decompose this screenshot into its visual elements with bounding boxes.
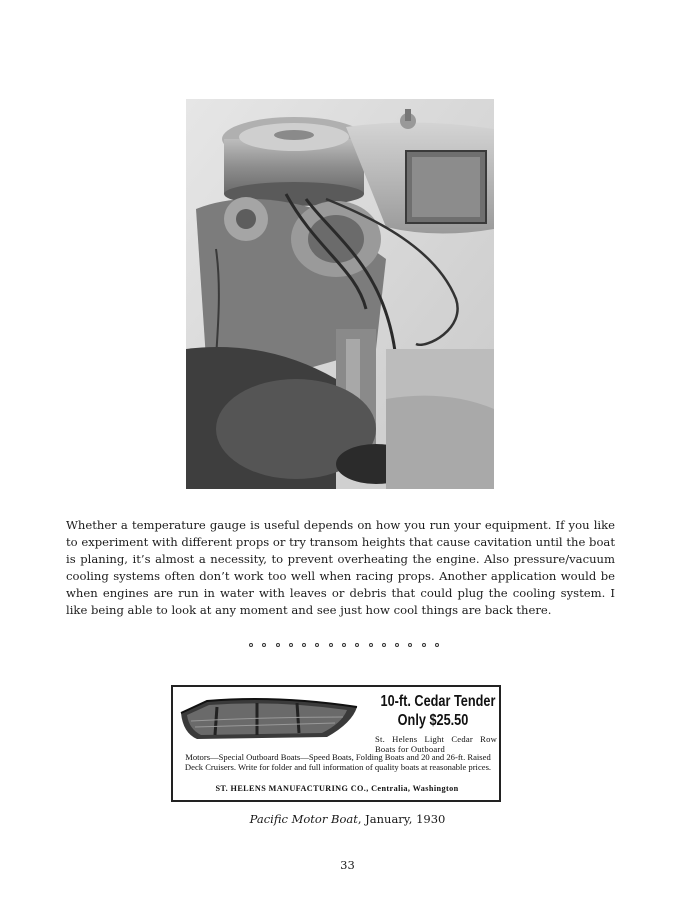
separator-dot xyxy=(289,643,293,647)
separator-dot xyxy=(315,643,319,647)
ad-footer: ST. HELENS MANUFACTURING CO., Centralia, Washington xyxy=(215,784,459,793)
body-paragraph: Whether a temperature gauge is useful depends on how you run your equipment. If you like to experiment with different props or try transom heights that cause cavitation until the boat is planing, it’s almost a necessity, to prevent overheating the engine. Also pressure/vacuum cooling systems often don’t work too well when racing props. Another application would be when engines are run in water with leaves or debris that could plug the cooling system. I like being able to look at any moment and see just how cool things are back there. xyxy=(66,518,615,617)
page-number: 33 xyxy=(340,858,355,872)
separator-dot xyxy=(382,643,386,647)
separator-dot xyxy=(422,643,426,647)
ad-description-right: St. Helens Light Cedar Row Boats for Outboard xyxy=(375,734,497,754)
ad-description-full: Motors—Special Outboard Boats—Speed Boats, Folding Boats and 20 and 26-ft. Raised Deck Cruisers. Write for folder and full information of quality boats at reasonable prices. xyxy=(184,752,492,772)
ad-headline: 10-ft. Cedar Tender xyxy=(380,693,496,710)
separator-dot xyxy=(408,643,412,647)
advertisement xyxy=(171,685,501,802)
separator-dot xyxy=(249,643,253,647)
separator-dot xyxy=(276,643,280,647)
outboard-engine-photo xyxy=(186,99,494,489)
separator-dot xyxy=(302,643,306,647)
separator-dots xyxy=(249,639,439,651)
rowboat-illustration xyxy=(177,693,362,745)
separator-dot xyxy=(262,643,266,647)
ad-price: Only $25.50 xyxy=(397,712,469,729)
separator-dot xyxy=(342,643,346,647)
ad-caption xyxy=(0,812,695,826)
publication-name: Pacific Motor Boat xyxy=(249,812,358,826)
separator-dot xyxy=(395,643,399,647)
separator-dot xyxy=(355,643,359,647)
separator-dot xyxy=(369,643,373,647)
separator-dot xyxy=(329,643,333,647)
publication-date: , January, 1930 xyxy=(357,812,446,826)
separator-dot xyxy=(435,643,439,647)
